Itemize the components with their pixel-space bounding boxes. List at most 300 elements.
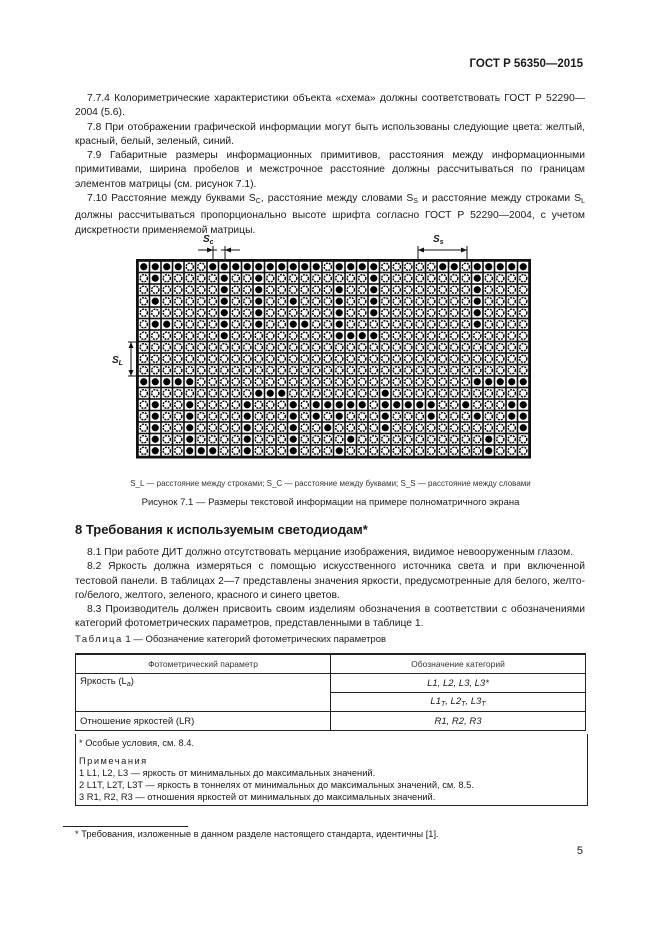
led-off [324,378,331,385]
led-off [232,321,239,328]
led-off [209,309,216,316]
led-off [186,321,193,328]
note-1: 1 L1, L2, L3 — яркость от минимальных до максимальных значений. [79,768,376,778]
led-off [405,298,412,305]
led-off [405,413,412,420]
led-on [221,275,228,282]
led-off [232,298,239,305]
led-off [439,401,446,408]
led-off [209,401,216,408]
led-off [175,309,182,316]
led-off [508,436,515,443]
footnote: * Требования, изложенные в данном разделе настоящего стандарта, идентичны [1]. [75,829,439,839]
led-off [140,413,147,420]
led-off [209,298,216,305]
led-off [198,424,205,431]
led-off [140,424,147,431]
led-off [324,436,331,443]
led-off [313,298,320,305]
led-on [336,401,343,408]
led-on [485,378,492,385]
led-off [439,332,446,339]
led-off [416,378,423,385]
led-on [416,401,423,408]
led-off [175,401,182,408]
led-off [221,390,228,397]
led-off [382,378,389,385]
led-off [451,447,458,454]
led-off [405,332,412,339]
led-on [244,447,251,454]
led-off [278,286,285,293]
led-off [221,378,228,385]
paragraph-7-10: 7.10 Расстояние между буквами $S_C$, расстояние между словами $S_S$ и расстояние между строками $S_L$ должны рассчитываться пропорционально высоте шрифта согласно ГОСТ Р 52290—2004, с учетом дискретности применяемой матрицы. [75,193,585,236]
led-off [198,332,205,339]
led-off [405,275,412,282]
led-off [198,355,205,362]
led-off [313,436,320,443]
led-off [209,378,216,385]
led-on [393,401,400,408]
led-off [439,298,446,305]
led-off [140,367,147,374]
led-off [278,355,285,362]
led-on [198,447,205,454]
figure-legend: S_L — расстояние между строками; S_C — расстояние между буквами; S_S — расстояние между словами [130,479,531,488]
led-off [428,332,435,339]
led-off [313,447,320,454]
led-off [198,378,205,385]
led-on [313,401,320,408]
led-off [393,309,400,316]
led-off [186,355,193,362]
led-on [474,378,481,385]
led-on [255,263,262,270]
led-on [278,263,285,270]
figure-caption: Рисунок 7.1 — Размеры текстовой информации на примере полноматричного экрана [141,497,520,508]
led-off [278,321,285,328]
led-off [428,286,435,293]
led-off [485,344,492,351]
led-off [336,378,343,385]
led-off [520,344,527,351]
led-off [152,355,159,362]
led-off [140,436,147,443]
led-off [497,424,504,431]
led-on [209,263,216,270]
led-on [508,401,515,408]
led-off [290,355,297,362]
led-off [451,309,458,316]
led-off [393,286,400,293]
led-on [370,298,377,305]
led-off [175,367,182,374]
led-off [336,390,343,397]
ss-label: $S_s$ [433,234,444,246]
led-off [416,424,423,431]
led-off [428,344,435,351]
led-off [140,401,147,408]
led-on [152,401,159,408]
led-off [462,298,469,305]
led-off [474,332,481,339]
led-on [163,321,170,328]
led-on [290,447,297,454]
led-off [416,413,423,420]
led-off [255,344,262,351]
led-off [347,378,354,385]
led-off [393,424,400,431]
led-off [290,344,297,351]
led-off [497,344,504,351]
led-on [508,413,515,420]
led-off [382,263,389,270]
led-off [474,401,481,408]
led-off [198,286,205,293]
led-off [462,413,469,420]
led-off [393,298,400,305]
paragraph-7-8: 7.8 При отображении графической информации могут быть использованы следующие цвета: желтый, красный, белый, зеленый, синий. [75,121,585,147]
led-off [140,286,147,293]
led-off [359,436,366,443]
led-off [393,275,400,282]
led-off [474,424,481,431]
led-off [198,275,205,282]
led-off [336,344,343,351]
led-on [290,321,297,328]
led-on [290,298,297,305]
led-off [520,332,527,339]
led-on [370,309,377,316]
led-off [393,263,400,270]
led-off [428,355,435,362]
led-off [416,263,423,270]
led-off [451,401,458,408]
led-off [278,275,285,282]
led-off [163,413,170,420]
led-off [267,355,274,362]
led-on [497,263,504,270]
led-off [520,390,527,397]
led-off [359,424,366,431]
led-off [370,436,377,443]
led-on [221,286,228,293]
led-off [393,447,400,454]
led-off [462,275,469,282]
led-off [140,332,147,339]
led-off [451,390,458,397]
led-off [451,378,458,385]
led-off [474,436,481,443]
led-off [405,344,412,351]
paragraph-8-2: 8.2 Яркость должна измеряться с помощью искусственного источника света и при включенной тестовой панели. В таблицах 2—7 представлены значения яркости, предусмотренные для белого, желто-го/белого, желтого, зеленого, красного и синего цветов. [75,561,585,601]
led-off [175,390,182,397]
led-off [485,321,492,328]
led-on [244,413,251,420]
led-on [520,424,527,431]
led-off [301,355,308,362]
led-off [439,413,446,420]
led-on [508,378,515,385]
led-off [336,424,343,431]
led-off [405,321,412,328]
led-on [336,263,343,270]
led-off [175,321,182,328]
led-off [163,390,170,397]
led-off [485,401,492,408]
led-off [462,367,469,374]
led-on [186,436,193,443]
led-off [209,436,216,443]
led-off [313,344,320,351]
led-on [359,401,366,408]
led-off [359,321,366,328]
led-off [140,344,147,351]
led-off [290,390,297,397]
led-off [347,355,354,362]
led-off [405,355,412,362]
led-off [359,286,366,293]
led-on [439,263,446,270]
led-off [428,298,435,305]
led-off [278,424,285,431]
led-off [324,447,331,454]
table-cell-ratio: Отношение яркостей (LR) [76,712,331,731]
led-off [462,447,469,454]
led-off [175,413,182,420]
led-off [267,321,274,328]
led-off [152,367,159,374]
led-off [462,390,469,397]
led-off [255,401,262,408]
led-off [301,390,308,397]
led-off [267,309,274,316]
led-off [175,286,182,293]
led-off [393,390,400,397]
sc-label: $S_c$ [203,234,214,246]
led-on [244,436,251,443]
led-off [451,332,458,339]
led-off [520,286,527,293]
led-off [370,321,377,328]
led-off [324,286,331,293]
led-off [428,367,435,374]
led-off [301,298,308,305]
led-off [416,390,423,397]
led-off [221,413,228,420]
note-star: * Особые условия, см. 8.4. [79,738,195,748]
led-off [267,367,274,374]
led-off [405,367,412,374]
led-off [232,447,239,454]
led-off [359,413,366,420]
led-off [485,286,492,293]
led-off [278,447,285,454]
led-off [232,332,239,339]
led-off [324,367,331,374]
led-off [428,447,435,454]
led-off [370,413,377,420]
led-off [508,298,515,305]
led-on [301,263,308,270]
led-off [163,355,170,362]
led-on [163,378,170,385]
led-off [416,286,423,293]
note-2: 2 L1T, L2T, L3T — яркость в тоннелях от минимальных до максимальных значений, см. 8.5. [79,780,474,790]
led-off [336,367,343,374]
paragraph-8-1: 8.1 При работе ДИТ должно отсутствовать мерцание изображения, видимое невооруженным глазом. [87,547,574,558]
table-header-param: Фотометрический параметр [76,654,331,674]
led-off [359,309,366,316]
led-off [313,367,320,374]
led-off [439,344,446,351]
led-off [186,263,193,270]
led-off [382,367,389,374]
led-off [485,413,492,420]
led-on [140,263,147,270]
led-off [186,275,193,282]
led-off [209,367,216,374]
led-on [485,436,492,443]
led-off [359,378,366,385]
led-off [175,298,182,305]
led-on [474,275,481,282]
led-on [186,413,193,420]
led-off [324,309,331,316]
led-on [255,390,262,397]
led-off [393,367,400,374]
led-on [520,401,527,408]
led-off [209,344,216,351]
led-off [451,367,458,374]
led-off [474,390,481,397]
led-on [359,263,366,270]
led-off [209,413,216,420]
led-off [244,309,251,316]
led-off [313,332,320,339]
sl-label: $S_L$ [112,355,123,367]
led-on [186,424,193,431]
led-off [163,367,170,374]
led-off [140,355,147,362]
matrix-background [136,259,531,459]
led-on [255,309,262,316]
led-off [140,275,147,282]
led-off [347,344,354,351]
led-on [462,401,469,408]
led-off [370,367,377,374]
led-off [301,447,308,454]
led-on [290,424,297,431]
led-on [520,413,527,420]
led-off [313,309,320,316]
led-off [382,309,389,316]
led-off [393,436,400,443]
led-off [416,447,423,454]
led-off [485,367,492,374]
led-off [198,344,205,351]
led-off [186,309,193,316]
led-on [370,286,377,293]
led-on [232,263,239,270]
led-off [416,321,423,328]
led-on [347,436,354,443]
led-off [175,447,182,454]
led-on [152,413,159,420]
table-1 [75,653,586,731]
led-off [152,390,159,397]
led-off [347,413,354,420]
led-off [439,275,446,282]
led-off [428,424,435,431]
led-off [359,275,366,282]
led-off [508,275,515,282]
table-cell-brightness-categories: L1, L2, L3, L3* [331,674,586,693]
led-off [324,355,331,362]
led-off [209,275,216,282]
led-off [347,298,354,305]
led-off [393,321,400,328]
led-off [255,424,262,431]
led-on [347,401,354,408]
led-off [232,390,239,397]
led-off [267,378,274,385]
paragraph-8-3: 8.3 Производитель должен присвоить своим изделиям обозначения в соответствии с обозначениями категорий фотометрических параметров, представленными в таблице 1. [75,604,585,630]
led-off [186,390,193,397]
led-off [451,344,458,351]
led-on [221,263,228,270]
led-off [428,390,435,397]
figure-dimension-markers [100,232,540,262]
led-off [382,275,389,282]
led-off [393,344,400,351]
led-on [405,401,412,408]
led-off [405,378,412,385]
led-off [221,401,228,408]
led-on [347,263,354,270]
led-off [462,355,469,362]
led-off [485,332,492,339]
led-on [474,298,481,305]
led-off [451,424,458,431]
led-off [232,344,239,351]
led-on [244,401,251,408]
led-off [451,275,458,282]
led-off [508,355,515,362]
led-off [497,298,504,305]
led-off [497,321,504,328]
led-on [474,263,481,270]
led-off [198,436,205,443]
led-off [497,332,504,339]
led-off [301,378,308,385]
led-off [520,298,527,305]
led-off [359,298,366,305]
led-off [474,447,481,454]
led-off [393,413,400,420]
led-off [382,447,389,454]
led-off [267,344,274,351]
led-off [393,355,400,362]
led-off [244,367,251,374]
led-off [290,332,297,339]
led-off [244,332,251,339]
led-off [244,378,251,385]
led-on [347,332,354,339]
led-off [301,286,308,293]
led-on [221,321,228,328]
led-off [232,401,239,408]
